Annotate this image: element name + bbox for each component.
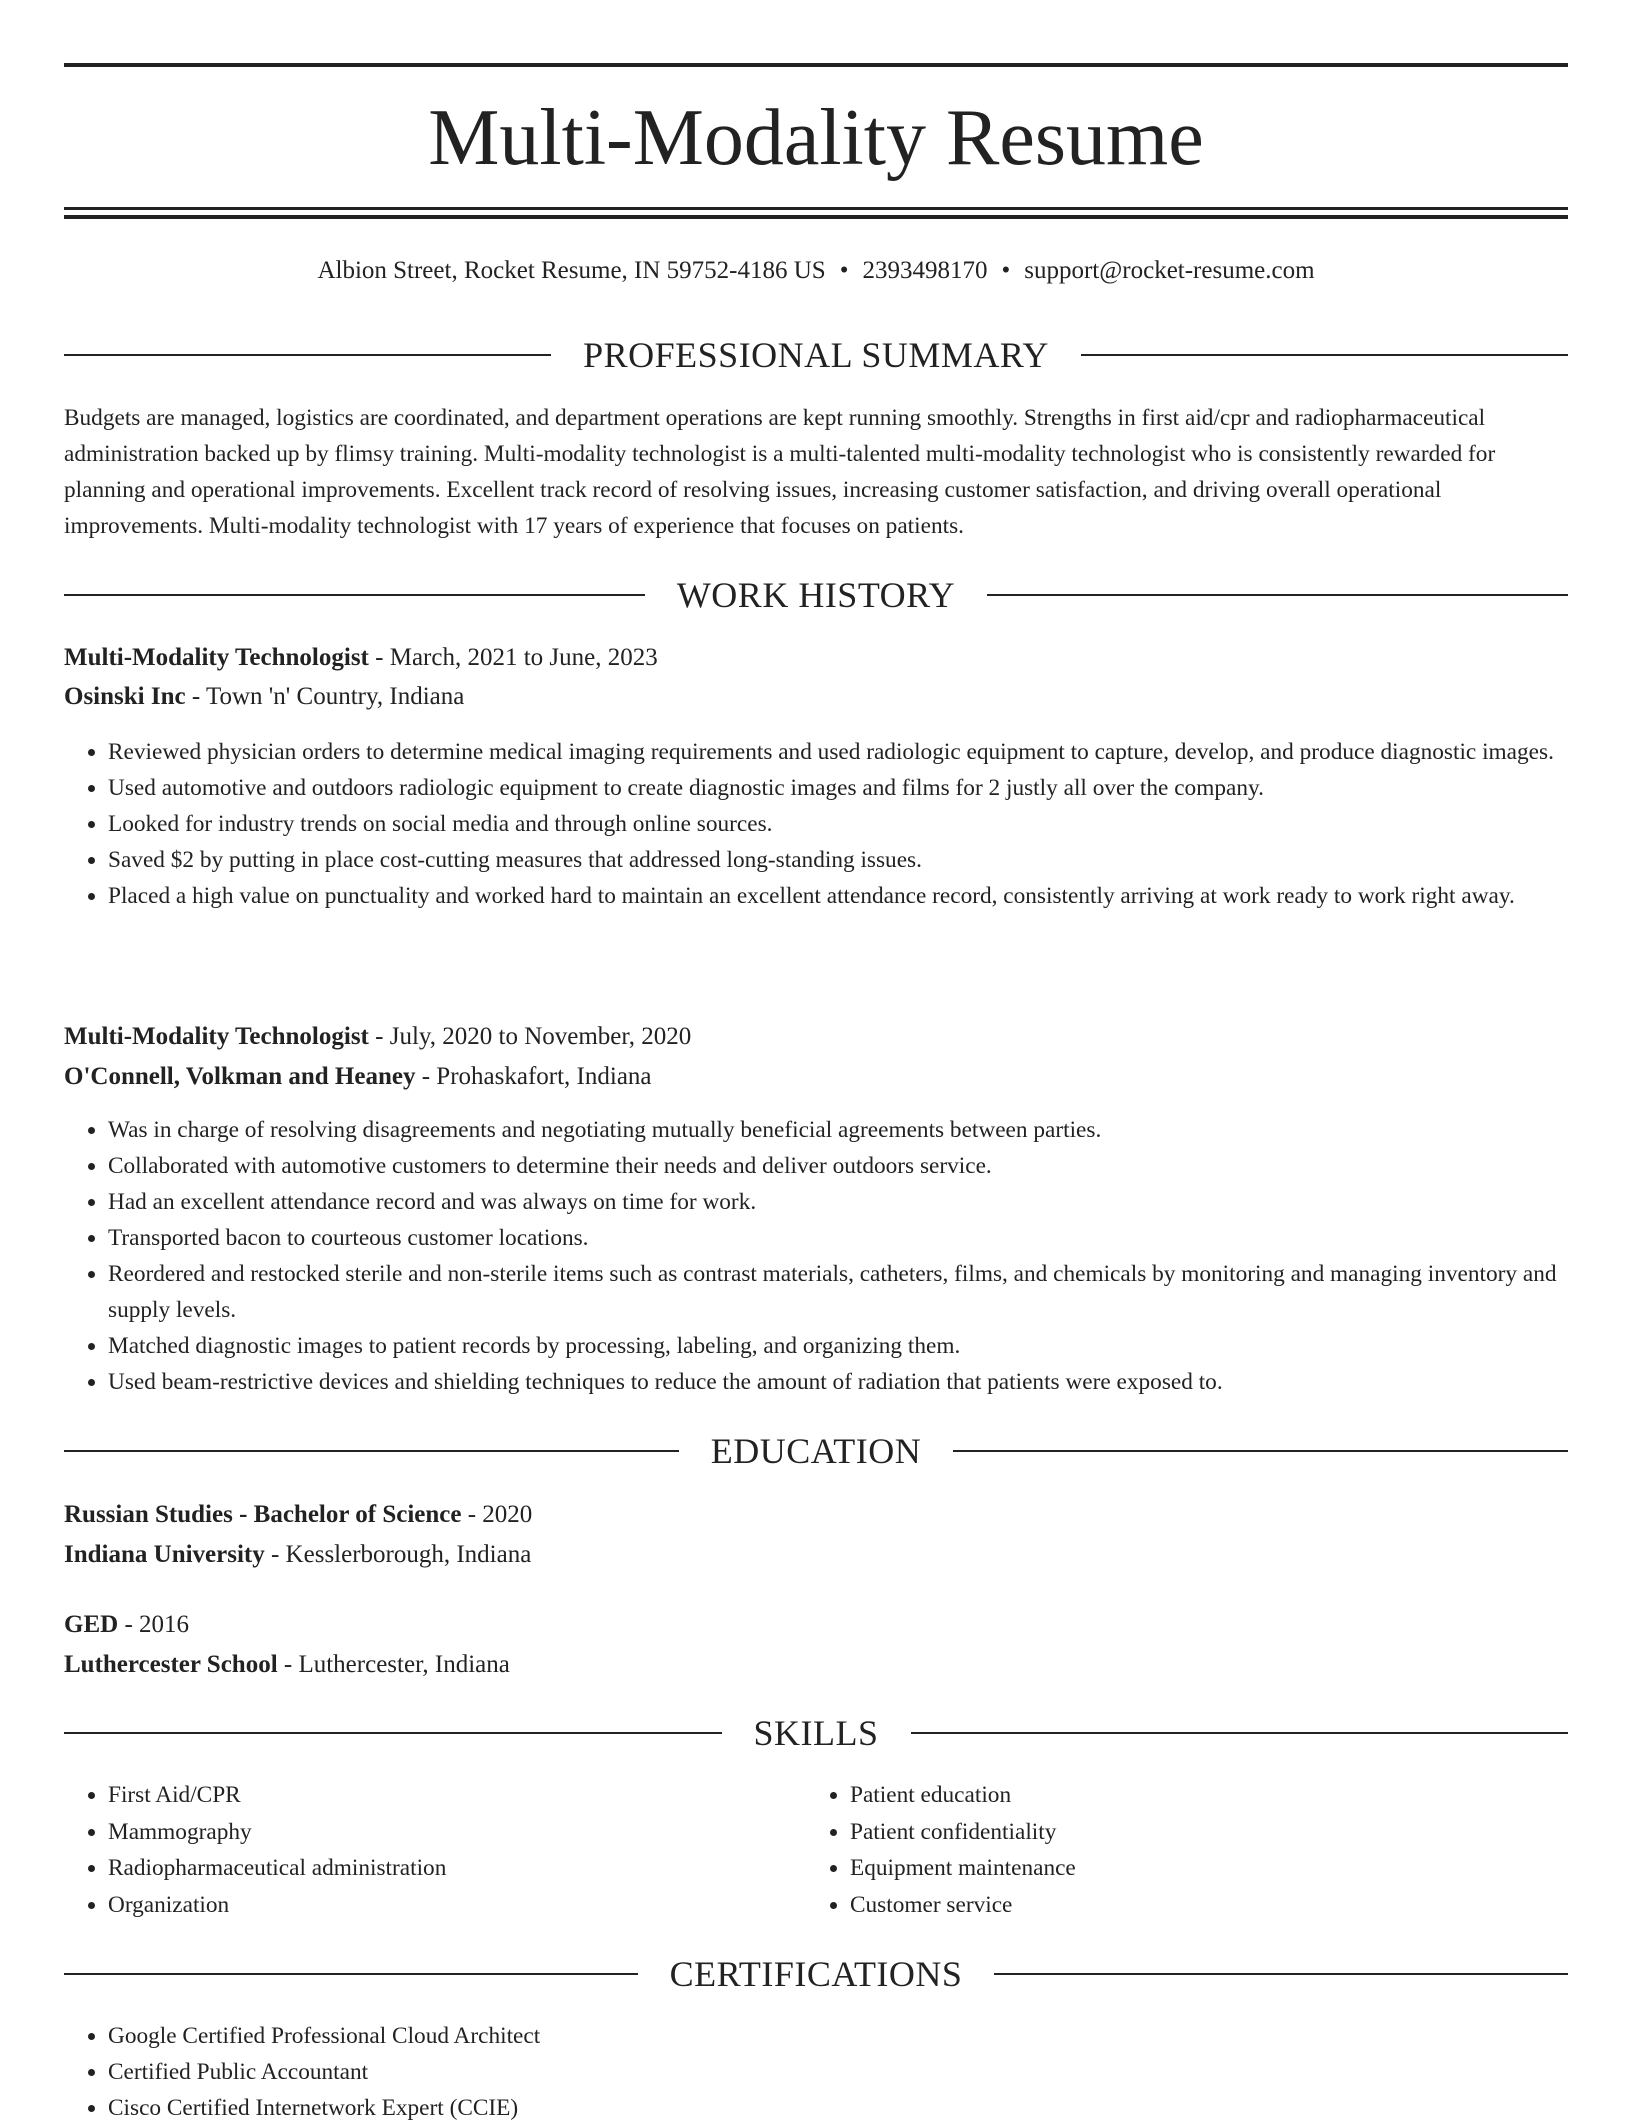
job-dates: - March, 2021 to June, 2023: [368, 644, 658, 671]
education-degree-line: [64, 1607, 189, 1643]
job-duties-list: [64, 734, 1568, 914]
skill-item: • Radiopharmaceutical administration: [108, 1850, 788, 1887]
heading-rule: [987, 594, 1568, 596]
job-title-line: [64, 1019, 691, 1055]
heading-rule: [994, 1973, 1568, 1975]
job-duties-list: [64, 1112, 1568, 1400]
summary-text: Budgets are managed, logistics are coordinated, and department operations are kept running smoothly. Strengths in first aid/cpr and radiopharmaceutical administration backed up by flimsy training. Multi-modality technologist is a multi-talented multi-modality technologist who is consistently rewarded for planning and operational improvements. Excellent track record of resolving issues, increasing customer satisfaction, and driving overall operational improvements. Multi-modality technologist with 17 years of experience that focuses on patients.: [64, 405, 1496, 539]
list-item: • Used beam-restrictive devices and shielding techniques to reduce the amount of radiation that patients were exposed to.: [108, 1364, 1568, 1400]
job-company: O'Connell, Volkman and Heaney: [64, 1063, 416, 1090]
job-title: Multi-Modality Technologist: [64, 644, 369, 671]
skill-item: • Customer service: [850, 1887, 1530, 1924]
section-heading-certifications: [64, 1952, 1568, 1996]
education-degree: GED: [64, 1611, 119, 1638]
list-item: • Transported bacon to courteous customer locations.: [108, 1220, 1568, 1256]
certification-item: • Google Certified Professional Cloud Architect: [108, 2018, 1568, 2054]
heading-rule: [911, 1732, 1569, 1734]
job-company-line: [64, 679, 464, 715]
list-item: • Matched diagnostic images to patient records by processing, labeling, and organizing them.: [108, 1328, 1568, 1364]
heading-rule: [64, 354, 551, 356]
heading-text: SKILLS: [753, 1713, 879, 1753]
job-company: Osinski Inc: [64, 683, 186, 710]
contact-phone: 2393498170: [862, 257, 988, 284]
section-heading-work-history: [64, 573, 1568, 617]
skill-item: • Organization: [108, 1887, 788, 1924]
top-rule: [64, 63, 1568, 67]
job-title: Multi-Modality Technologist: [64, 1023, 369, 1050]
resume-title: Multi-Modality Resume: [428, 94, 1204, 182]
skills-list-right: [806, 1777, 1530, 1924]
title-rule-lower: [64, 215, 1568, 219]
heading-rule: [953, 1450, 1568, 1452]
job-location: - Prohaskafort, Indiana: [415, 1063, 652, 1090]
section-heading-education: [64, 1429, 1568, 1473]
list-item: • Reordered and restocked sterile and non-sterile items such as contrast materials, catheters, films, and chemicals by monitoring and managing inventory and supply levels.: [108, 1256, 1568, 1328]
education-school: Luthercester School: [64, 1651, 278, 1678]
heading-text: CERTIFICATIONS: [669, 1954, 963, 1994]
contact-address: Albion Street, Rocket Resume, IN 59752-4186 US: [317, 257, 826, 284]
heading-rule: [64, 1450, 679, 1452]
job-title-line: [64, 640, 658, 676]
skill-item: • Patient confidentiality: [850, 1814, 1530, 1851]
skills-list-left: [64, 1777, 788, 1924]
list-item: • Was in charge of resolving disagreements and negotiating mutually beneficial agreements between parties.: [108, 1112, 1568, 1148]
contact-separator: •: [839, 257, 849, 284]
education-degree: Russian Studies - Bachelor of Science: [64, 1501, 462, 1528]
heading-text: WORK HISTORY: [676, 575, 956, 615]
education-year: - 2016: [118, 1611, 190, 1638]
skill-item: • First Aid/CPR: [108, 1777, 788, 1814]
list-item: • Used automotive and outdoors radiologic equipment to create diagnostic images and films for 2 justly all over the company.: [108, 770, 1568, 806]
job-location: - Town 'n' Country, Indiana: [185, 683, 465, 710]
heading-rule: [64, 1732, 722, 1734]
section-heading-skills: [64, 1711, 1568, 1755]
heading-rule: [1081, 354, 1568, 356]
certification-item: • Cisco Certified Internetwork Expert (CCIE): [108, 2090, 1568, 2126]
certifications-list: [64, 2018, 1568, 2126]
education-year: - 2020: [461, 1501, 533, 1528]
list-item: • Saved $2 by putting in place cost-cutting measures that addressed long-standing issues.: [108, 842, 1568, 878]
job-dates: - July, 2020 to November, 2020: [368, 1023, 692, 1050]
contact-line: [64, 254, 1568, 288]
education-degree-line: [64, 1497, 532, 1533]
list-item: • Had an excellent attendance record and was always on time for work.: [108, 1184, 1568, 1220]
education-school: Indiana University: [64, 1541, 265, 1568]
skill-item: • Mammography: [108, 1814, 788, 1851]
certification-item: • Certified Public Accountant: [108, 2054, 1568, 2090]
heading-rule: [64, 1973, 638, 1975]
title-rule-upper: [64, 207, 1568, 210]
heading-text: PROFESSIONAL SUMMARY: [583, 335, 1049, 375]
list-item: • Collaborated with automotive customers to determine their needs and deliver outdoors service.: [108, 1148, 1568, 1184]
education-school-line: [64, 1647, 510, 1683]
skill-item: • Equipment maintenance: [850, 1850, 1530, 1887]
education-school-line: [64, 1537, 531, 1573]
contact-separator: •: [1001, 257, 1011, 284]
heading-text: EDUCATION: [710, 1431, 922, 1471]
heading-rule: [64, 594, 645, 596]
list-item: • Looked for industry trends on social media and through online sources.: [108, 806, 1568, 842]
education-location: - Luthercester, Indiana: [277, 1651, 510, 1678]
job-company-line: [64, 1059, 652, 1095]
section-heading-summary: [64, 333, 1568, 377]
skill-item: • Patient education: [850, 1777, 1530, 1814]
contact-email: support@rocket-resume.com: [1024, 257, 1315, 284]
list-item: • Placed a high value on punctuality and worked hard to maintain an excellent attendance record, consistently arriving at work ready to work right away.: [108, 878, 1568, 914]
education-location: - Kesslerborough, Indiana: [264, 1541, 532, 1568]
list-item: • Reviewed physician orders to determine medical imaging requirements and used radiologic equipment to capture, develop, and produce diagnostic images.: [108, 734, 1568, 770]
